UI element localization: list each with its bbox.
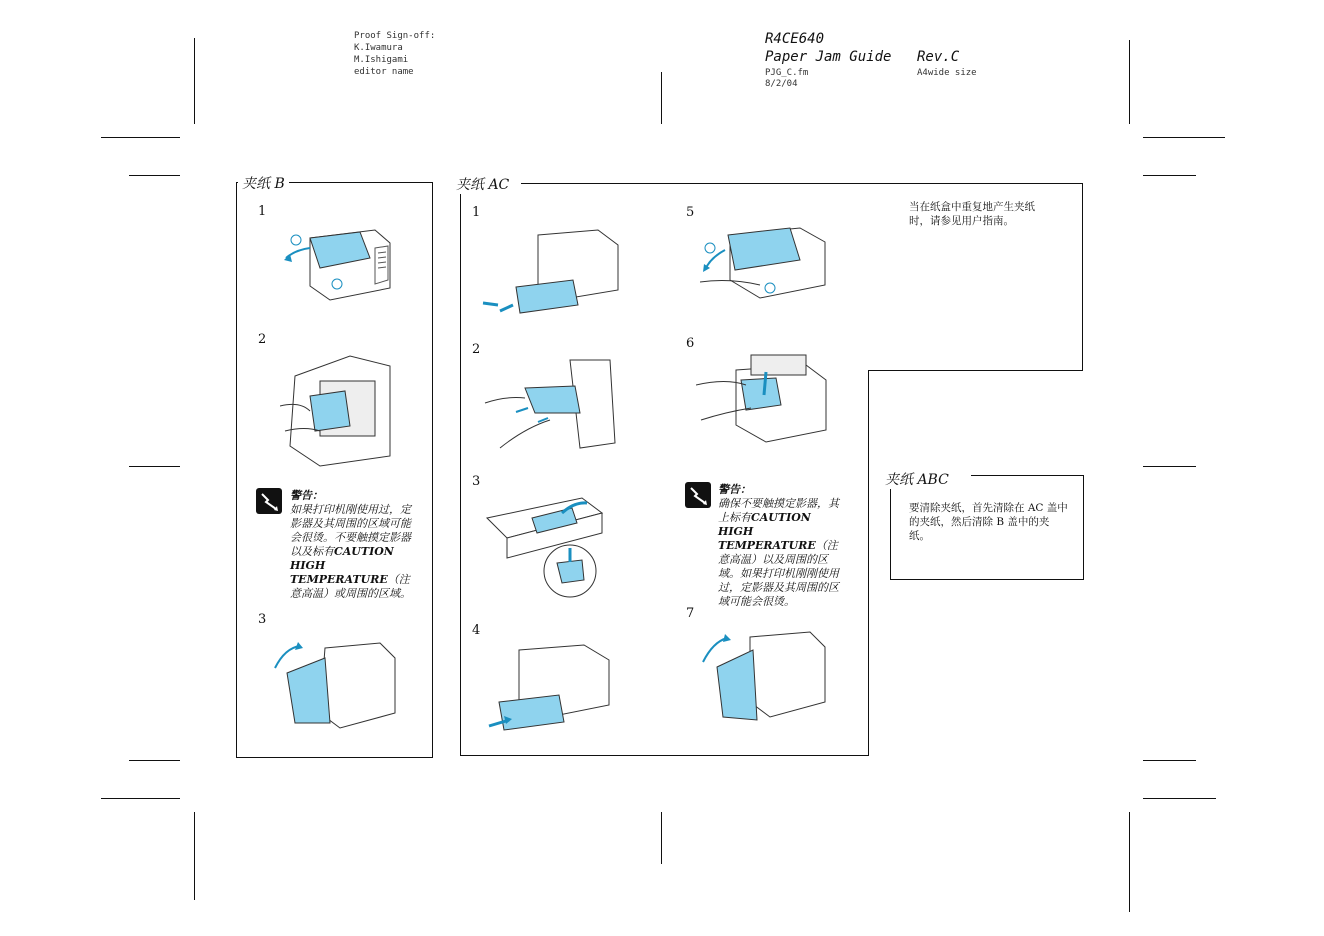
doc-title: Paper Jam Guide [765,49,892,65]
proof-name: M.Ishigami [354,55,409,65]
open-front-cover-illustration [700,220,830,305]
step-number: 3 [472,474,481,489]
doc-size: A4wide size [917,68,977,78]
crop-mark [129,760,180,761]
proof-signoff [354,30,435,78]
remove-jammed-paper-illustration [280,346,395,471]
crop-mark [1129,40,1130,124]
crop-mark [1143,798,1216,799]
proof-label: Proof Sign-off: [354,31,436,41]
crop-mark [101,798,180,799]
close-front-cover-illustration [695,622,830,727]
crop-mark [1143,760,1196,761]
warning-block [290,487,415,601]
warning-text: 确保不要触摸定影器，其上标有CAUTION HIGH TEMPERATURE（注意高温）以及周围的区域。如果打印机刚刚使用过，定影器及其周围的区域可能会很烫。 [718,497,839,608]
section-abc-title: 夹纸 ABC [881,469,971,489]
warning-icon [685,482,711,508]
doc-revision: Rev.C [917,49,960,65]
crop-mark [129,466,180,467]
pull-out-tray-illustration [478,225,623,320]
crop-mark [661,812,662,864]
warning-icon [256,488,282,514]
step-number: 2 [472,342,481,357]
crop-mark [194,38,195,124]
remove-paper-from-tray-illustration [482,488,607,603]
crop-mark [1143,175,1196,176]
warning-block [718,481,844,609]
proof-name: editor name [354,67,414,77]
section-abc-text: 要清除夹纸，首先清除在 AC 盖中的夹纸，然后清除 B 盖中的夹纸。 [909,502,1068,542]
warning-text: 如果打印机刚使用过，定影器及其周围的区域可能会很烫。不要触摸定影器以及标有CAUTION HIGH TEMPERATURE（注意高温）或周围的区域。 [290,503,411,600]
printer-open-cover-illustration [280,218,395,308]
repeat-jam-note: 当在纸盒中重复地产生夹纸时，请参见用户指南。 [909,201,1035,227]
remove-paper-inside-illustration [696,350,831,450]
step-number: 1 [258,204,267,219]
pull-paper-from-slot-illustration [480,358,620,453]
warning-heading: 警告： [718,483,751,496]
step-number: 2 [258,332,267,347]
step-number: 7 [686,606,695,621]
step-number: 6 [686,336,695,351]
doc-file: PJG_C.fm [765,68,809,78]
close-cover-illustration [265,628,400,733]
doc-date: 8/2/04 [765,79,798,89]
crop-mark [129,175,180,176]
section-ac-title: 夹纸 AC [452,174,521,194]
doc-code: R4CE640 [765,31,825,47]
crop-mark [1129,812,1130,912]
proof-name: K.Iwamura [354,43,403,53]
step-number: 5 [686,205,695,220]
step-number: 4 [472,623,481,638]
crop-mark [1143,466,1196,467]
step-number: 1 [472,205,481,220]
crop-mark [661,72,662,124]
step-number: 3 [258,612,267,627]
warning-heading: 警告： [290,489,323,502]
crop-mark [101,137,180,138]
section-b-title: 夹纸 B [238,173,289,193]
crop-mark [194,812,195,900]
insert-tray-illustration [484,640,614,740]
crop-mark [1143,137,1225,138]
